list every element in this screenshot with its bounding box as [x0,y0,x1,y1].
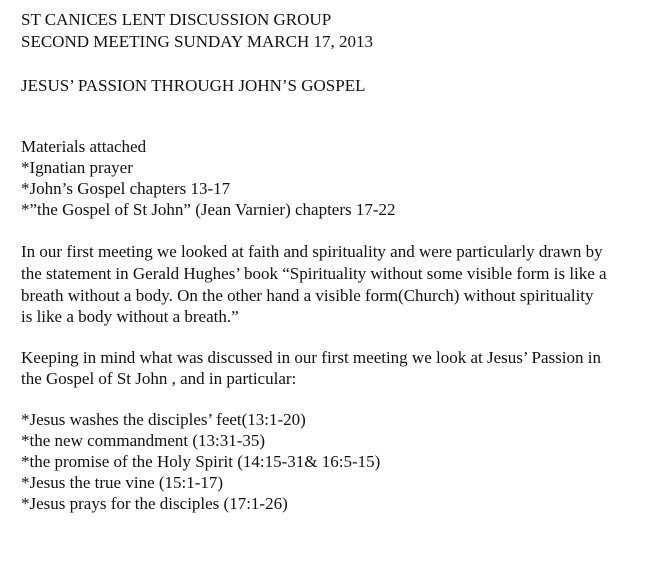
topic-item: *the promise of the Holy Spirit (14:15-31& 16:5-15) [21,452,381,471]
topic-item: *Jesus washes the disciples’ feet(13:1-20) [21,410,306,429]
materials-heading: Materials attached [21,137,147,156]
paragraph-line: In our first meeting we looked at faith and spirituality and were particularly drawn by [21,242,603,261]
paragraph-line: the statement in Gerald Hughes’ book “Spirituality without some visible form is like a [21,264,607,283]
topic-item: *the new commandment (13:31-35) [21,431,266,450]
materials-item: *”the Gospel of St John” (Jean Varnier) chapters 17-22 [21,200,396,219]
materials-item: *John’s Gospel chapters 13-17 [21,179,231,198]
subject-heading: JESUS’ PASSION THROUGH JOHN’S GOSPEL [21,76,366,95]
paragraph-line: is like a body without a breath.” [21,307,239,326]
paragraph-line: breath without a body. On the other hand a visible form(Church) without spirituality [21,286,594,305]
materials-item: *Ignatian prayer [21,158,133,177]
topic-item: *Jesus prays for the disciples (17:1-26) [21,494,288,513]
meeting-line: SECOND MEETING SUNDAY MARCH 17, 2013 [21,32,373,51]
paragraph-line: Keeping in mind what was discussed in our first meeting we look at Jesus’ Passion in [21,348,601,367]
group-title: ST CANICES LENT DISCUSSION GROUP [21,10,332,29]
topic-item: *Jesus the true vine (15:1-17) [21,473,224,492]
paragraph-line: the Gospel of St John , and in particular: [21,369,297,388]
